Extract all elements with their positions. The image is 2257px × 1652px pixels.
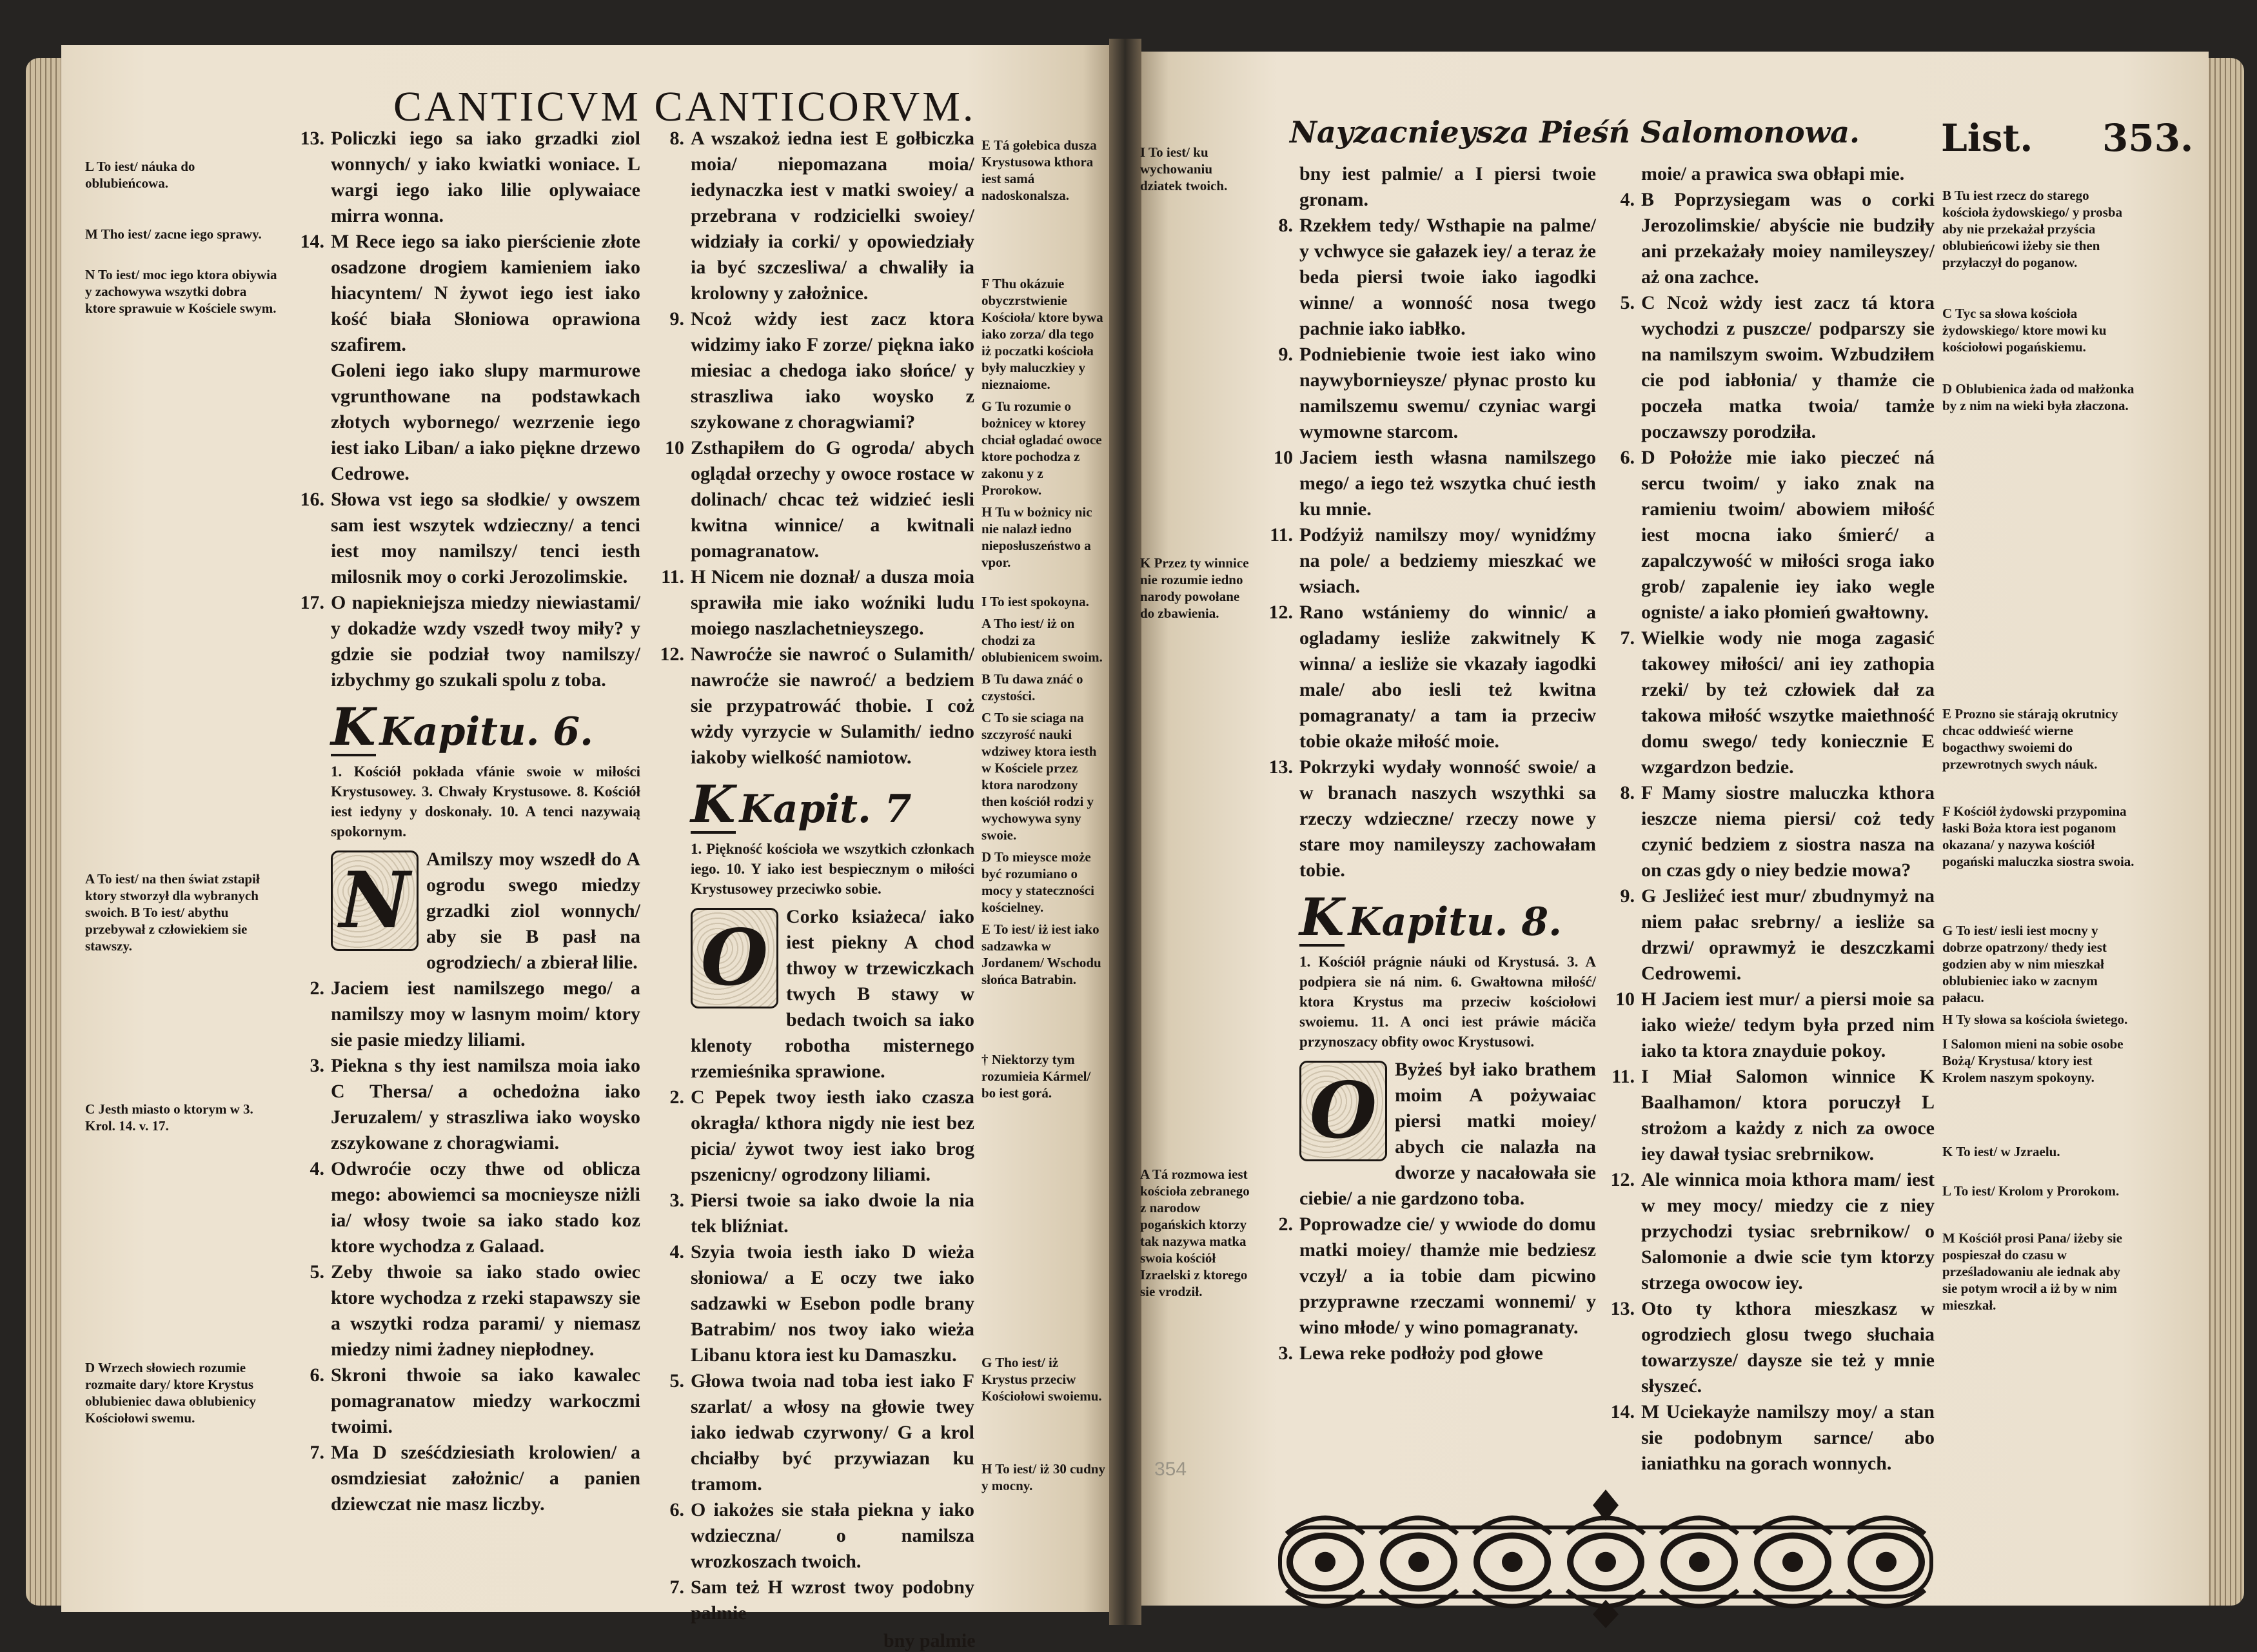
verse-number: 3. xyxy=(1278,1342,1293,1364)
verse-with-drop-cap xyxy=(331,847,640,976)
verse-text: F Mamy siostre maluczka kthora ieszcze niema piersi/ coż tedy czynić bedziem z siostra nasza na on czas gdy o niey bedzie mowa? xyxy=(1641,782,1935,881)
verse-number: 14. xyxy=(300,231,324,252)
verse-text: M Rece iego sa iako pierścienie złote osadzone drogiem kamieniem iako hiacyntem/ N żywot iego iest iako kość biała Słoniowa oprawiona szafirem. xyxy=(331,231,640,355)
verse-number: 10 xyxy=(1615,988,1635,1010)
verse xyxy=(1268,754,1596,883)
verse xyxy=(1620,625,1935,780)
verse-number: 16. xyxy=(300,489,324,510)
chapter-heading xyxy=(331,696,640,759)
verse-text: Rzekłem tedy/ Wsthapie na palme/ y vchwyce sie gałazek iey/ a teraz że beda piersi twoie iako iagodki winne/ a wonność nosa twego pachnie iako iabłko. xyxy=(1299,215,1596,339)
margin-note: K To iest/ w Jzraelu. xyxy=(1942,1144,2060,1159)
verse-number: 3. xyxy=(669,1190,684,1211)
verse-number: 6. xyxy=(1620,447,1635,468)
verse-number: 9. xyxy=(1278,344,1293,365)
verse-number: 13. xyxy=(300,128,324,149)
verse xyxy=(1268,600,1596,754)
verse-number: 2. xyxy=(1278,1214,1293,1235)
book-gutter xyxy=(1109,39,1141,1625)
verse-number: 9. xyxy=(1620,885,1635,907)
verse-text: Podźyiż namilszy moy/ wynidźmy na pole/ a bedziemy mieszkać we wsiach. xyxy=(1299,524,1596,597)
margin-note: G To iest/ iesli iest mocny y dobrze opatrzony/ thedy iest godzien aby w nim mieszkał oblubieniec iako w zacnym pałacu. xyxy=(1942,923,2107,1005)
margin-note: L To iest/ Krolom y Prorokom. xyxy=(1942,1183,2120,1199)
verse-text: Byżeś był iako brathem moim A pożywaiac piersi matki moiey/ abych cie nalazła na dworze y nacałowała sie ciebie/ a nie gardzono toba. xyxy=(1299,1059,1596,1209)
margin-note: B Tu iest rzecz do starego kościoła żydowskiego/ y prosba aby nie przekażał przyścia oblubieńcowi iżeby sie then przyłaczył do poganow. xyxy=(1942,188,2123,270)
verse xyxy=(669,1239,974,1368)
verse-text: bny iest palmie/ a I piersi twoie gronam. xyxy=(1299,163,1596,210)
ornament-boss xyxy=(1782,1552,1803,1572)
verse xyxy=(310,1156,640,1259)
verse-text: C Pepek twoy iesth iako czasza okragła/ kthora nigdy nie iest bez picia/ żywot twoy iest iako brog pszenicny/ ogrodzony liliami. xyxy=(691,1087,974,1185)
margin-note: A To iest/ na then świat zstapił ktory stworzył dla wybranych swoich. B To iest/ abythu przebywał z człowiekiem sie stawszy. xyxy=(85,871,260,954)
verse-text: Piersi twoie sa iako dwoie la nia tek bliźniat. xyxy=(691,1190,974,1237)
verse-text: Zsthapiłem do G ogroda/ abych oglądał orzechy y owoce rostace w dolinach/ chcac też widzieć iesli kwitna winnice/ a kwitnali pomagranatow. xyxy=(691,437,974,562)
decorated-initial-k: K xyxy=(1299,887,1345,947)
verse xyxy=(1641,161,1935,187)
margin-note: B Tu dawa znáć o czystości. xyxy=(981,671,1083,703)
drop-cap-initial: O xyxy=(691,908,778,1008)
verse xyxy=(300,229,640,358)
verse-number: 5. xyxy=(1620,292,1635,313)
catchword: bny palmie xyxy=(883,1630,976,1651)
margin-note: I Salomon mieni na sobie osobe Bożą/ Krystusa/ ktory iest Krolem naszym spokoyny. xyxy=(1942,1036,2124,1085)
drop-cap-initial: O xyxy=(1299,1061,1387,1161)
right-page-column-1 xyxy=(1268,161,1596,1366)
verse-text: Rano wstániemy do winnic/ a ogladamy iesliże zakwitnely K winna/ a iesliże sie vkazały iagodki male/ abo iesli też kwitna pomagranaty/ a tam ia przeciw tobie okaże miłość moie. xyxy=(1299,602,1596,752)
verse xyxy=(1611,1064,1935,1167)
folio-label: List. xyxy=(1941,116,2033,160)
margin-note: N To iest/ moc iego ktora obiywia y zachowywa wszytki dobra ktore sprawuie w Kościele swym. xyxy=(85,267,277,316)
margin-note: M Kościół prosi Pana/ iżeby sie pospieszał do czasu w prześladowaniu ale iednak aby sie potym wrocił a iż by w nim mieszkał. xyxy=(1942,1230,2123,1313)
verse xyxy=(1610,1296,1935,1399)
verse-number: 4. xyxy=(310,1158,324,1179)
verse-number: 13. xyxy=(1610,1298,1635,1319)
right-page-column-2 xyxy=(1610,161,1935,1477)
verse-number: 6. xyxy=(669,1499,684,1520)
verse-number: 11. xyxy=(1611,1066,1635,1087)
left-page-column-1 xyxy=(300,126,640,1517)
chapter-summary: 1. Kościół prágnie náuki od Krystusá. 3. A podpiera sie ná nim. 6. Gwałtowna miłość/ ktora Krystus ma przeciw kościołowi swoiemu. 11. A onci iest práwie máciča przynoszacy obfity owoc Krystusowi. xyxy=(1299,954,1596,1050)
verse xyxy=(1270,522,1596,600)
margin-note: E Prozno sie stárają okrutnicy chcac oddwieść wierne bogacthwy swoiemi do przewrotnych swych náuk. xyxy=(1942,706,2118,772)
ornament-boss xyxy=(1595,1552,1616,1572)
verse xyxy=(1620,187,1935,290)
left-page-column-2 xyxy=(660,126,974,1626)
verse-text: Słowa vst iego sa słodkie/ y owszem sam iest wszytek wdzieczny/ a tenci iest moy namilszy/ tenci iesth milosnik moy o corki Jerozolimskie. xyxy=(331,489,640,587)
verse xyxy=(1278,1212,1596,1341)
chapter-title: Kapitu. 6. xyxy=(379,709,594,754)
verse-text: H Jaciem iest mur/ a piersi moie sa iako wieże/ tedym była przed nim iako ta ktora znayduie pokoy. xyxy=(1641,988,1935,1061)
verse-text: Poprowadze cie/ y wwiode do domu matki moiey/ thamże mie bedziesz vczył/ a ia tobie dam picwino przyprawne rzeczami wonnemi/ y wino młode/ y wino pomagranaty. xyxy=(1299,1214,1596,1338)
verse xyxy=(310,976,640,1053)
verse-text: Pokrzyki wydały wonność swoie/ a w branach naszych wszythki sa rzeczy wdzieczne/ rzeczy nowe y stare moy namileyszy zachowałam tobie. xyxy=(1299,756,1596,881)
verse-number: 7. xyxy=(1620,627,1635,649)
verse xyxy=(300,126,640,229)
verse-text: Lewa reke podłoży pod głowe xyxy=(1299,1342,1543,1364)
verse-text: O iakożes sie stała piekna y iako wdzieczna/ o namilsza wrozkoszach twoich. xyxy=(691,1499,974,1572)
verse-text: Amilszy moy wszedł do A ogrodu swego miedzy grzadki ziol wonnych/ aby sie B pasł na ogrodziech/ a zbierał lilie. xyxy=(426,849,640,973)
verse xyxy=(669,1188,974,1239)
verse-number: 9. xyxy=(669,308,684,329)
verse-number: 6. xyxy=(310,1364,324,1386)
verse-number: 2. xyxy=(669,1087,684,1108)
verse xyxy=(1610,1167,1935,1296)
folio-number: 353. xyxy=(2102,116,2194,160)
chapter-summary: 1. Piękność kościoła we wszytkich członkach iego. 10. Y iako iest bespiecznym o miłości Krystusowey przeciwko sobie. xyxy=(691,841,974,897)
margin-note: D Wrzech słowiech rozumie rozmaite dary/ ktore Krystus oblubieniec dawa oblubienicy Kościołowi swemu. xyxy=(85,1360,256,1426)
verse-number: 8. xyxy=(1620,782,1635,803)
verse xyxy=(669,1497,974,1575)
verse-text: Skroni thwoie sa iako kawalec pomagranatow miedzy warkoczmi twoimi. xyxy=(331,1364,640,1437)
verse xyxy=(1620,445,1935,625)
verse-with-drop-cap xyxy=(691,904,974,1085)
verse xyxy=(669,1368,974,1497)
margin-note: C Tyc sa słowa kościoła żydowskiego/ ktore mowi ku kościołowi pogańskiemu. xyxy=(1942,306,2107,355)
margin-note: E Tá gołebica dusza Krystusowa kthora iest samá nadoskonalsza. xyxy=(981,137,1097,203)
margin-note: F Thu okázuie obyczrstwienie Kościoła/ ktore bywa iako zorza/ dla tego iż poczatki kościoła były maluczkiey y nieznaiome. xyxy=(981,276,1103,392)
verse xyxy=(1278,342,1596,445)
margin-note: A Tho iest/ iż on chodzi za oblubienicem swoim. xyxy=(981,616,1103,665)
verse xyxy=(310,1053,640,1156)
verse-text: Szyia twoia iesth iako D wieża słoniowa/ a E oczy twe iako sadzawki w Esebon podle brany Batrabim/ nos twoy iako wieża Libanu ktora iest ku Damaszku. xyxy=(691,1241,974,1366)
verse-number: 12. xyxy=(660,644,684,665)
verse-with-drop-cap xyxy=(1299,1057,1596,1212)
verse-text: G Jesliżeć iest mur/ zbudnymyż na niem pałac srebrny/ a iesliże sa drzwi/ oprawmyż ie deszczkami Cedrowemi. xyxy=(1641,885,1935,984)
verse xyxy=(669,1575,974,1626)
margin-note: C Jesth miasto o ktorym w 3. Krol. 14. v. 17. xyxy=(85,1101,253,1134)
verse-text: Policzki iego sa iako grzadki ziol wonnych/ y iako kwiatki woniace. L wargi iego iako lilie oplywaiace mirra wonna. xyxy=(331,128,640,226)
verse-text: Ncoż wżdy iest zacz ktora widzimy iako F zorze/ piękna iako miesiac a chedoga iako słońce/ y straszliwa iako woysko z szykowane z choragwiami? xyxy=(691,308,974,433)
verse-text: Zeby thwoie sa iako stado owiec ktore wychodza z rzeki stapawszy sie a wszytki rodza parami/ y niemasz miedzy nimi żadney niepłodney. xyxy=(331,1261,640,1360)
verse xyxy=(1620,290,1935,445)
verse xyxy=(1615,987,1935,1064)
verse-text: Oto ty kthora mieszkasz w ogrodziech glosu twego słuchaia towarzysze/ daysze sie też y mnie słyszeć. xyxy=(1641,1298,1935,1397)
verse-text: Piekna s thy iest namilsza moia iako C Thersa/ a ochedożna iako Jeruzalem/ y straszliwa iako woysko zszykowane z choragwiami. xyxy=(331,1055,640,1154)
verse-number: 8. xyxy=(669,128,684,149)
verse-number: 3. xyxy=(310,1055,324,1076)
verse-number: 11. xyxy=(1270,524,1293,546)
verse xyxy=(310,1440,640,1517)
verse xyxy=(1278,213,1596,342)
verse-text: Wielkie wody nie moga zagasić takowey miłości/ ani iey zathopia rzeki/ by też człowiek dał za takowa miłość wszytke maiethność domu swego/ tedy koniecznie E wzgardzon bedzie. xyxy=(1641,627,1935,778)
verse xyxy=(1274,445,1596,522)
verse-text: Jaciem iest namilszego mego/ a namilszy moy w lasnym moim/ ktory sie pasie miedzy liliami. xyxy=(331,978,640,1050)
verse-text: Nawroćże sie nawroć o Sulamith/ nawroćże sie nawroć/ a bedziem sie przypatrowáć thobie. I coż wżdy vyrzycie w Sulamith/ iedno iakoby wielkość namiotow. xyxy=(691,644,974,768)
verse-text: C Ncoż wżdy iest zacz tá ktora wychodzi z puszcze/ podparszy sie na namilszym swoim. Wzbudziłem cie pod iabłonia/ y thamże cie poczeła matka twoia/ tamże poczawszy porodziła. xyxy=(1641,292,1935,442)
verse-text: I Miał Salomon winnice K Baalhamon/ ktora poruczył L strożom a każdy z nich za owoce iey dawał tysiac srebrnikow. xyxy=(1641,1066,1935,1165)
verse-text: moie/ a prawica swa obłapi mie. xyxy=(1641,163,1905,184)
verse xyxy=(661,564,974,642)
pencil-page-number: 354 xyxy=(1154,1459,1187,1480)
verse xyxy=(310,1259,640,1362)
margin-note: M Tho iest/ zacne iego sprawy. xyxy=(85,226,262,242)
verse xyxy=(331,358,640,487)
verse-text: Jaciem iesth własna namilszego mego/ a iego też wszytka chuć iesth ku mnie. xyxy=(1299,447,1596,520)
margin-note: I To iest spokoyna. xyxy=(981,594,1089,609)
verse-text: A wszakoż iedna iest E gołbiczka moia/ niepomazana moia/ iedynaczka iest v matki swoiey/ a przebrana v rodzicielki swoiey/ widziały ia corki/ y opowiedziały ia być szczesliwa/ a chwaliły ia krolowny y założnice. xyxy=(691,128,974,304)
verse-text: B Poprzysiegam was o corki Jerozolimskie/ abyście nie budziły ani przekażały moiey namileyszey/ aż ona zachce. xyxy=(1641,189,1935,288)
verse-text: Corko ksiażeca/ iako iest piekny A chod thwoy w trzewiczkach twych B stawy w bedach twoich sa iako klenoty robotha misternego rzemieśnika sprawione. xyxy=(691,906,974,1082)
verse xyxy=(660,642,974,771)
verse-text: Podniebienie twoie iest iako wino naywybornieysze/ płynac prosto ku namilszemu swemu/ czyniac wargi wymowne starcom. xyxy=(1299,344,1596,442)
margin-note: C To sie sciaga na szczyrość nauki wdziwey ktora iesth w Kościele przez ktora narodzony then kościół rodzi y wychowywa syny swoie. xyxy=(981,710,1097,843)
verse xyxy=(669,126,974,306)
margin-note: † Niektorzy tym rozumieia Kármel/ bo iest gorá. xyxy=(981,1052,1091,1101)
margin-note: E To iest/ iż iest iako sadzawka w Jordanem/ Wschodu słońca Batrabin. xyxy=(981,921,1101,987)
running-head-right: Nayzacnieysza Pieśń Salomonowa. xyxy=(1290,115,1860,150)
ornament-boss xyxy=(1315,1552,1335,1572)
right-page-edges xyxy=(2205,58,2244,1606)
margin-note: F Kościół żydowski przypomina łaski Boża ktora iest poganom okazana/ y nazywa kościół pogański maluczka siostra swoia. xyxy=(1942,803,2134,869)
margin-note: H Ty słowa sa kościoła świetego. xyxy=(1942,1012,2128,1027)
verse xyxy=(669,306,974,435)
verse xyxy=(1620,780,1935,883)
verse-number: 5. xyxy=(310,1261,324,1283)
drop-cap-initial: N xyxy=(331,851,419,951)
running-head-left: CANTICVM CANTICORVM. xyxy=(393,83,976,130)
decorated-initial-k: K xyxy=(691,774,736,834)
verse-number: 17. xyxy=(300,592,324,613)
ornament-boss xyxy=(1689,1552,1710,1572)
margin-note: A Tá rozmowa iest kościoła zebranego z narodow pogańskich ktorzy tak nazywa matka swoia kościół Izraelski z ktorego sie vrodził. xyxy=(1140,1166,1250,1299)
verse-number: 10 xyxy=(665,437,684,458)
ornament-band xyxy=(1274,1490,1938,1628)
margin-note: D To mieysce może być rozumiano o mocy y stateczności kościelney. xyxy=(981,849,1094,915)
verse-number: 14. xyxy=(1610,1401,1635,1422)
margin-note: G Tu rozumie o bożnicey w ktorey chciał ogladać owoce ktore pochodza z zakonu y z Prorokow. xyxy=(981,398,1102,498)
ornament-boss xyxy=(1502,1552,1523,1572)
verse-text: D Położże mie iako pieczeć ná sercu twoim/ y iako znak na ramieniu twoim/ abowiem miłość iest mocna iako śmierć/ a zapalczywość w miłości sroga iako grob/ zapalenie iey iako wegle ogniste/ a iako płomień gwałtowny. xyxy=(1641,447,1935,623)
verse-text: Odwroćie oczy thwe od oblicza mego: abowiemci sa mocnieysze niżli ia/ włosy twoie sa iako stado koz ktore wychodza z Galaad. xyxy=(331,1158,640,1257)
margin-note: D Oblubienica żada od małżonka by z nim na wieki była złaczona. xyxy=(1942,381,2134,413)
decorated-initial-k: K xyxy=(331,696,376,757)
verse xyxy=(665,435,974,564)
verse-number: 7. xyxy=(669,1577,684,1598)
verse xyxy=(300,590,640,693)
verse-number: 12. xyxy=(1268,602,1293,623)
verse-text: Głowa twoia nad toba iest iako F szarlat/ a włosy na głowie twey iako iedwab czyrwony/ G a krol chciałby być przywiazan ku tramom. xyxy=(691,1370,974,1495)
verse-text: Goleni iego iako slupy marmurowe vgrunthowane na podstawkach złotych wybornego/ wezrzenie iego iest iako Liban/ a iako piękne drzewo Cedrowe. xyxy=(331,360,640,484)
verse-text: Sam też H wzrost twoy podobny palmie xyxy=(691,1577,974,1624)
verse-text: H Nicem nie doznał/ a dusza moia sprawiła mie iako woźniki ludu moiego naszlachetnieyszego. xyxy=(691,566,974,639)
margin-note: I To iest/ ku wychowaniu dziatek twoich. xyxy=(1140,144,1228,193)
verse xyxy=(1620,883,1935,987)
verse-number: 10 xyxy=(1274,447,1293,468)
chapter-title: Kapitu. 8. xyxy=(1348,900,1562,945)
ornament-boss xyxy=(1408,1552,1429,1572)
verse xyxy=(1299,161,1596,213)
verse-number: 4. xyxy=(669,1241,684,1263)
verse-number: 11. xyxy=(661,566,684,587)
chapter-heading xyxy=(691,774,974,836)
verse xyxy=(1610,1399,1935,1477)
verse xyxy=(669,1085,974,1188)
verse xyxy=(1278,1341,1596,1366)
verse-number: 4. xyxy=(1620,189,1635,210)
verse-text: Ma D sześćdziesiath krolowien/ a osmdziesiat założnic/ a panien dziewczat nie masz liczby. xyxy=(331,1442,640,1515)
margin-note: H Tu w bożnicy nic nie nalazł iedno nieposłuszeństwo a vpor. xyxy=(981,504,1092,570)
margin-note: G Tho iest/ iż Krystus przeciw Kościołowi swoiemu. xyxy=(981,1355,1102,1404)
margin-note: L To iest/ náuka do oblubieńcowa. xyxy=(85,159,195,191)
verse-number: 12. xyxy=(1610,1169,1635,1190)
chapter-title: Kapit. 7 xyxy=(739,787,912,832)
verse-number: 8. xyxy=(1278,215,1293,236)
verse xyxy=(310,1362,640,1440)
margin-note: H To iest/ iż 30 cudny y mocny. xyxy=(981,1461,1105,1493)
ornament-boss xyxy=(1876,1552,1897,1572)
margin-note: K Przez ty winnice nie rozumie iedno narody powołane do zbawienia. xyxy=(1140,555,1249,621)
verse xyxy=(300,487,640,590)
verse-number: 13. xyxy=(1268,756,1293,778)
chapter-summary: 1. Kościół pokłada vfánie swoie w miłości Krystusowey. 3. Chwały Krystusowe. 8. Kościół iest iedyny y doskonały. 10. A tenci nazywaią spokornym. xyxy=(331,763,640,840)
verse-text: M Uciekayże namilszy moy/ a stan sie podobnym sarnce/ abo ianiathku na gorach wonnych. xyxy=(1641,1401,1935,1474)
verse-number: 5. xyxy=(669,1370,684,1391)
chapter-heading xyxy=(1299,887,1596,949)
verse-number: 7. xyxy=(310,1442,324,1463)
verse-number: 2. xyxy=(310,978,324,999)
verse-text: O napiekniejsza miedzy niewiastami/ y dokadże wzdy vszedł twoy miły? y gdzie sie podział twoy namilszy/ izbychmy go szukali spolu z toba. xyxy=(331,592,640,691)
fleuron-top xyxy=(1593,1490,1619,1521)
verse-text: Ale winnica moia kthora mam/ iest w mey mocy/ miedzy cie z niey przychodzi tysiac srebrnikow/ o Salomonie a dwie scie tym ktorzy strzega owocow iey. xyxy=(1641,1169,1935,1293)
